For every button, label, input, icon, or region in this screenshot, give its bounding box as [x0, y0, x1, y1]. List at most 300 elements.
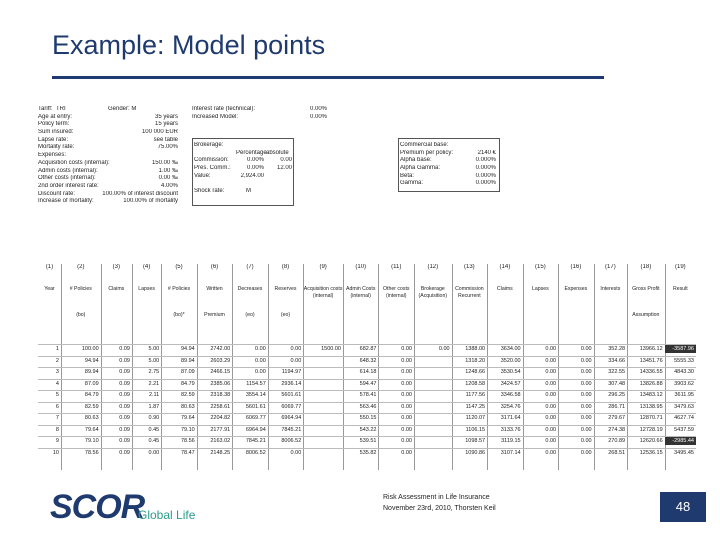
table-row	[38, 367, 696, 376]
table-cell: 286.71	[608, 403, 626, 410]
table-cell: 80.63	[180, 403, 195, 410]
column-header: Claims	[108, 286, 125, 292]
column-subheaders-row	[38, 312, 696, 322]
table-cell: 3903.62	[674, 380, 694, 387]
table-cell: 0.09	[119, 403, 130, 410]
table-cell: 5	[55, 392, 59, 398]
param-label: Increase of mortality:	[38, 198, 94, 205]
table-cell: 4	[55, 380, 59, 387]
table-cell: 550.15	[359, 415, 377, 421]
table-cell: 2204.82	[210, 415, 231, 421]
table-cell: 270.89	[608, 438, 626, 444]
table-cell: 4627.74	[674, 415, 694, 421]
table-cell: 2603.29	[210, 357, 231, 364]
table-cell: 2148.25	[210, 449, 231, 456]
table-cell: 2258.61	[210, 403, 231, 410]
table-cell: 94.94	[180, 346, 195, 352]
column-header: # Policies	[69, 286, 92, 292]
table-row	[38, 413, 696, 422]
column-header: Gross Profit	[632, 286, 660, 292]
column-header: Interests	[600, 286, 621, 292]
column-number: (11)	[391, 264, 402, 270]
param-value: 100 000 EUR	[141, 129, 178, 136]
table-cell: 539.51	[359, 438, 377, 444]
footer-line-1: Risk Assessment in Life Insurance	[383, 494, 490, 501]
table-cell: 0.00	[545, 449, 557, 456]
table-cell: 0.45	[148, 426, 160, 433]
param-value: 15 years	[154, 121, 178, 128]
logo-wordmark: SCOR	[50, 488, 145, 526]
brokerage-abs: 12.00	[276, 165, 292, 172]
table-cell: 1	[55, 346, 59, 352]
table-cell: 2163.02	[210, 438, 231, 444]
column-number: (2)	[77, 264, 85, 270]
table-cell: 94.94	[84, 357, 99, 364]
column-header: Year	[44, 286, 55, 292]
column-header: Reserves	[274, 286, 297, 292]
table-cell: 2742.00	[210, 346, 231, 352]
table-row	[38, 402, 696, 411]
table-cell: 12620.66	[639, 438, 663, 444]
table-cell: 12870.71	[639, 415, 663, 421]
table-cell: 543.22	[359, 426, 377, 433]
table-cell: 3554.14	[245, 392, 266, 398]
param-label: Mortality rate:	[38, 144, 75, 151]
column-header: Written	[206, 286, 223, 292]
param-value: 35 years	[154, 113, 178, 120]
table-cell: 1194.97	[281, 369, 302, 375]
table-cell: 82.59	[180, 392, 195, 398]
brokerage-pct: 2,924.00	[240, 172, 264, 179]
brokerage-label: Commission:	[194, 157, 229, 164]
table-cell: 13451.76	[639, 357, 663, 364]
table-cell: 82.59	[84, 403, 99, 410]
column-header: Result	[672, 286, 688, 292]
table-row	[38, 379, 696, 388]
shock-value: M	[246, 188, 252, 195]
column-header: # Policies	[167, 286, 191, 292]
table-cell: 3611.95	[674, 392, 694, 398]
table-cell: 296.25	[608, 392, 626, 398]
commercial-label: Premium per policy:	[400, 149, 454, 156]
param-value: TRI	[56, 106, 66, 112]
table-cell: 100.00	[81, 346, 99, 352]
spreadsheet-image	[38, 102, 696, 470]
param-value: 150.00 ‰	[151, 159, 178, 166]
brokerage-pct: 0.00%	[246, 165, 264, 172]
table-cell: 79.10	[180, 426, 195, 433]
column-subheader: (eo)	[280, 312, 291, 318]
commercial-table	[400, 142, 500, 188]
table-cell: 84.79	[84, 392, 99, 398]
param-label: Sum insured:	[38, 129, 74, 136]
table-cell: 7	[55, 415, 59, 421]
table-cell: 5.00	[148, 357, 160, 364]
column-header: Other costs (internal)	[382, 286, 410, 299]
table-cell: 7845.21	[245, 438, 266, 444]
table-cell: 307.48	[608, 380, 626, 387]
param-row	[38, 129, 188, 137]
table-cell: 0.45	[148, 438, 160, 444]
column-header: Acquisition costs (internal)	[303, 286, 343, 299]
table-cell: 2177.91	[210, 426, 231, 433]
commercial-row	[400, 173, 500, 181]
table-cell: 1120.07	[465, 415, 486, 421]
commercial-value: 0.000%	[475, 157, 496, 164]
table-cell: 6069.77	[281, 403, 302, 410]
table-cell: 89.94	[84, 369, 99, 375]
parameters-middle	[192, 106, 342, 121]
column-number: (7)	[246, 264, 254, 270]
table-cell: 1.87	[148, 403, 160, 410]
column-subheader: (bo)*	[173, 312, 185, 318]
parameters-left	[38, 106, 188, 206]
table-cell: 6964.94	[281, 415, 302, 421]
table-cell: 3530.54	[500, 369, 521, 375]
table-cell: 0.00	[580, 449, 592, 456]
table-cell: 5555.33	[674, 357, 694, 364]
table-cell: 0.00	[401, 357, 412, 364]
table-cell: 1388.00	[465, 346, 486, 352]
table-cell: 0.00	[401, 369, 412, 375]
param-label: Increased Model:	[192, 113, 239, 120]
column-number: (9)	[319, 264, 327, 270]
column-number: (5)	[175, 264, 183, 270]
table-cell: 0.00	[401, 438, 412, 444]
table-cell: 0.09	[119, 346, 130, 352]
table-cell: 279.67	[608, 415, 626, 421]
param-value: 100.00% of mortality	[123, 198, 178, 205]
param-value: 75.00%	[157, 144, 178, 151]
footer-line-2: November 23rd, 2010, Thorsten Keil	[383, 505, 496, 512]
table-cell: 2.75	[148, 369, 160, 375]
table-cell: 79.64	[180, 415, 195, 421]
table-cell: 0.00	[580, 415, 592, 421]
param-label: Other costs (internal):	[38, 175, 96, 182]
table-cell: 3254.76	[500, 403, 521, 410]
commercial-row	[400, 150, 500, 158]
commercial-label: Gamma:	[400, 180, 424, 187]
commercial-value: 0.000%	[475, 165, 496, 172]
table-cell: 535.82	[359, 449, 377, 456]
table-cell: 0.00	[545, 380, 557, 387]
table-row	[38, 390, 696, 399]
param-value: see table	[153, 136, 178, 143]
logo-subtitle: Global Life	[138, 508, 196, 522]
table-cell: 0.00	[255, 369, 266, 375]
param-label: Discount rate:	[38, 190, 76, 197]
table-cell: 0.00	[580, 392, 592, 398]
param-row	[38, 152, 188, 160]
column-subheader: Premium	[204, 312, 225, 318]
param-row	[38, 198, 188, 206]
table-cell: 0.09	[119, 438, 130, 444]
column-headers-row	[38, 286, 696, 308]
param-value: 0.00%	[309, 113, 327, 120]
table-cell: 614.18	[359, 369, 377, 375]
table-cell: 89.94	[180, 357, 195, 364]
table-cell: 8006.52	[245, 449, 266, 456]
table-cell: 3495.45	[674, 449, 694, 456]
table-cell: 0.00	[290, 357, 302, 364]
column-number: (18)	[640, 264, 652, 270]
table-cell: 4843.30	[674, 369, 694, 375]
column-number: (6)	[210, 264, 219, 270]
param-row	[38, 144, 188, 152]
table-cell: 0.00	[545, 369, 557, 375]
table-cell: 2.11	[148, 392, 160, 398]
column-subheader: Assumption	[632, 312, 660, 318]
commercial-value: 0.000%	[475, 172, 496, 179]
table-cell: 0.00	[545, 346, 557, 352]
table-cell: 0.00	[545, 415, 557, 421]
param-value: 100.00% of interest discount	[102, 190, 178, 197]
brokerage-head-abs: absolute	[266, 149, 289, 156]
table-cell: 3634.00	[500, 346, 521, 352]
gender-label: Gender:	[108, 106, 130, 112]
gender-param	[108, 106, 148, 114]
table-cell: 274.38	[608, 426, 626, 433]
commercial-label: Beta:	[400, 172, 415, 179]
table-cell: 0.09	[119, 392, 130, 398]
brokerage-row	[194, 157, 294, 165]
table-cell: 79.64	[84, 426, 99, 433]
commercial-label: Alpha base:	[400, 157, 432, 164]
table-cell: 1248.66	[465, 369, 486, 375]
column-number: (4)	[142, 264, 151, 270]
column-header: Decreases	[237, 286, 263, 292]
table-cell: 594.47	[359, 380, 377, 387]
table-cell: 13483.12	[639, 392, 663, 398]
param-value: 0.00%	[309, 106, 327, 112]
table-cell: 3	[55, 369, 59, 375]
table-row	[38, 436, 696, 445]
table-cell: 334.66	[608, 357, 626, 364]
table-cell: 1090.86	[465, 449, 486, 456]
commercial-row	[400, 180, 500, 188]
table-cell: 0.09	[119, 369, 130, 375]
column-header: Claims	[496, 286, 513, 292]
table-cell: 0.00	[401, 346, 412, 352]
param-label: Interest rate (technical):	[192, 106, 256, 112]
table-cell: 0.00	[580, 346, 592, 352]
table-cell: 1500.00	[321, 346, 341, 352]
column-subheader: (eo)	[245, 312, 255, 318]
table-cell: 6964.94	[245, 426, 266, 433]
table-cell: 12728.19	[639, 426, 663, 433]
table-cell: 9	[55, 438, 59, 444]
table-cell: 5601.61	[281, 392, 302, 398]
table-cell: -2985.44	[665, 437, 696, 445]
column-number: (14)	[499, 264, 511, 270]
table-cell: 1208.58	[465, 380, 486, 387]
table-cell: 1318.20	[465, 357, 486, 364]
column-subheader: (bo)	[76, 312, 86, 318]
page-number: 48	[660, 492, 706, 522]
table-cell: 0.09	[119, 380, 130, 387]
gender-value: M	[131, 106, 137, 112]
table-cell: 3520.00	[500, 357, 521, 364]
column-numbers-row	[38, 264, 696, 274]
table-cell: 0.00	[580, 369, 592, 375]
table-cell: -3587.96	[665, 345, 696, 353]
param-row	[38, 160, 188, 168]
shock-label: Shock rate:	[194, 188, 225, 195]
column-number: (12)	[427, 264, 439, 270]
table-cell: 3133.76	[500, 426, 521, 433]
table-cell: 1154.57	[246, 380, 266, 387]
column-header: Commission Recurrent	[455, 286, 484, 299]
param-row	[192, 114, 342, 122]
param-label: Tariff:	[38, 106, 53, 112]
slide-title: Example: Model points	[52, 30, 326, 60]
column-number: (19)	[674, 264, 686, 270]
table-cell: 7845.21	[281, 426, 302, 433]
column-header: Lapses	[531, 286, 549, 292]
table-cell: 563.46	[359, 403, 377, 410]
table-cell: 0.00	[545, 392, 557, 398]
table-cell: 5437.59	[674, 426, 694, 433]
table-cell: 0.09	[119, 415, 130, 421]
table-cell: 0.00	[401, 392, 412, 398]
table-cell: 0.00	[545, 426, 557, 433]
table-cell: 0.00	[401, 426, 412, 433]
brokerage-head-pct: Percentage	[236, 149, 267, 156]
brokerage-label: Value:	[194, 172, 211, 179]
table-cell: 0.00	[438, 346, 450, 352]
param-row	[38, 121, 188, 129]
table-cell: 0.00	[148, 449, 160, 456]
param-row	[38, 168, 188, 176]
parameters-block	[38, 102, 696, 262]
table-row	[38, 425, 696, 434]
commercial-value: 2140 €	[477, 149, 496, 156]
param-label: Policy term:	[38, 121, 70, 128]
table-cell: 682.87	[359, 346, 377, 352]
table-cell: 80.63	[84, 415, 99, 421]
table-cell: 352.28	[608, 346, 626, 352]
table-cell: 1098.57	[465, 438, 486, 444]
table-cell: 0.00	[401, 415, 412, 421]
table-cell: 2	[55, 357, 59, 364]
table-cell: 78.56	[84, 449, 99, 456]
param-row	[38, 191, 188, 199]
footer-caption	[383, 492, 496, 514]
column-header: Brokerage (Acquisition)	[418, 286, 448, 299]
param-row	[192, 106, 342, 114]
table-cell: 0.09	[119, 449, 130, 456]
table-cell: 0.00	[580, 380, 592, 387]
param-label: Expenses:	[38, 152, 67, 159]
table-cell: 578.41	[359, 392, 377, 398]
param-value: 0.00 ‰	[158, 175, 178, 182]
table-cell: 14336.55	[639, 369, 663, 375]
column-header: Admin Costs (internal)	[346, 286, 376, 299]
scor-logo	[50, 488, 196, 527]
param-label: Lapse rate:	[38, 136, 69, 143]
column-number: (15)	[535, 264, 546, 270]
table-row	[38, 448, 696, 457]
column-number: (13)	[464, 264, 475, 270]
commercial-row	[400, 165, 500, 173]
table-cell: 0.00	[290, 449, 302, 456]
table-cell: 0.00	[580, 426, 592, 433]
brokerage-title: Brokerage:	[194, 142, 224, 148]
table-cell: 2318.38	[210, 392, 231, 398]
table-cell: 1106.15	[465, 426, 486, 433]
table-cell: 87.09	[180, 369, 195, 375]
commercial-row	[400, 157, 500, 165]
commercial-label: Alpha Gamma:	[400, 165, 441, 172]
table-cell: 2385.06	[210, 380, 231, 387]
column-header: Expenses	[564, 286, 588, 292]
commercial-value: 0.000%	[475, 180, 496, 187]
table-cell: 0.00	[290, 346, 302, 352]
table-cell: 0.09	[119, 357, 130, 364]
table-cell: 8	[55, 426, 59, 433]
column-number: (10)	[355, 264, 367, 270]
table-cell: 12536.15	[639, 449, 663, 456]
table-cell: 3479.63	[674, 403, 694, 410]
param-value: 4.00%	[160, 182, 178, 189]
brokerage-row	[194, 165, 294, 173]
table-cell: 0.09	[119, 426, 130, 433]
brokerage-abs: 0.00	[280, 157, 292, 164]
column-number: (16)	[570, 264, 582, 270]
table-cell: 8006.52	[281, 438, 302, 444]
table-cell: 0.00	[401, 380, 412, 387]
table-cell: 268.51	[608, 449, 626, 456]
param-label: Age at entry:	[38, 113, 73, 120]
table-cell: 6069.77	[245, 415, 266, 421]
table-cell: 5601.61	[245, 403, 266, 410]
table-cell: 0.90	[148, 415, 160, 421]
table-cell: 3119.15	[501, 438, 521, 444]
param-row	[38, 137, 188, 145]
column-number: (8)	[281, 264, 290, 270]
param-label: Acquisition costs (internal):	[38, 159, 110, 166]
table-cell: 0.00	[401, 449, 412, 456]
param-label: Admin costs (internal):	[38, 167, 98, 174]
table-cell: 79.10	[84, 438, 99, 444]
title-underline	[52, 76, 604, 79]
table-cell: 78.47	[180, 449, 195, 456]
table-cell: 6	[55, 403, 59, 410]
table-cell: 1177.56	[465, 392, 486, 398]
param-label: 2nd order interest rate:	[38, 182, 99, 189]
table-cell: 5.00	[148, 346, 160, 352]
commercial-title: Commercial base:	[400, 142, 449, 148]
table-cell: 3107.14	[500, 449, 521, 456]
param-row	[38, 114, 188, 122]
table-cell: 3346.58	[500, 392, 521, 398]
table-cell: 13138.95	[639, 403, 663, 410]
brokerage-pct: 0.00%	[246, 157, 264, 164]
table-cell: 0.00	[545, 357, 557, 364]
table-cell: 0.00	[580, 438, 592, 444]
table-cell: 648.32	[359, 357, 377, 364]
table-cell: 2466.15	[210, 369, 231, 375]
brokerage-label: Pres. Comm.:	[194, 165, 231, 172]
table-cell: 84.79	[180, 380, 195, 387]
table-cell: 10	[52, 449, 59, 456]
brokerage-table	[194, 142, 294, 196]
table-cell: 3424.57	[500, 380, 521, 387]
table-cell: 2.21	[148, 380, 160, 387]
table-cell: 0.00	[255, 357, 266, 364]
table-cell: 0.00	[580, 403, 592, 410]
param-row	[38, 183, 188, 191]
